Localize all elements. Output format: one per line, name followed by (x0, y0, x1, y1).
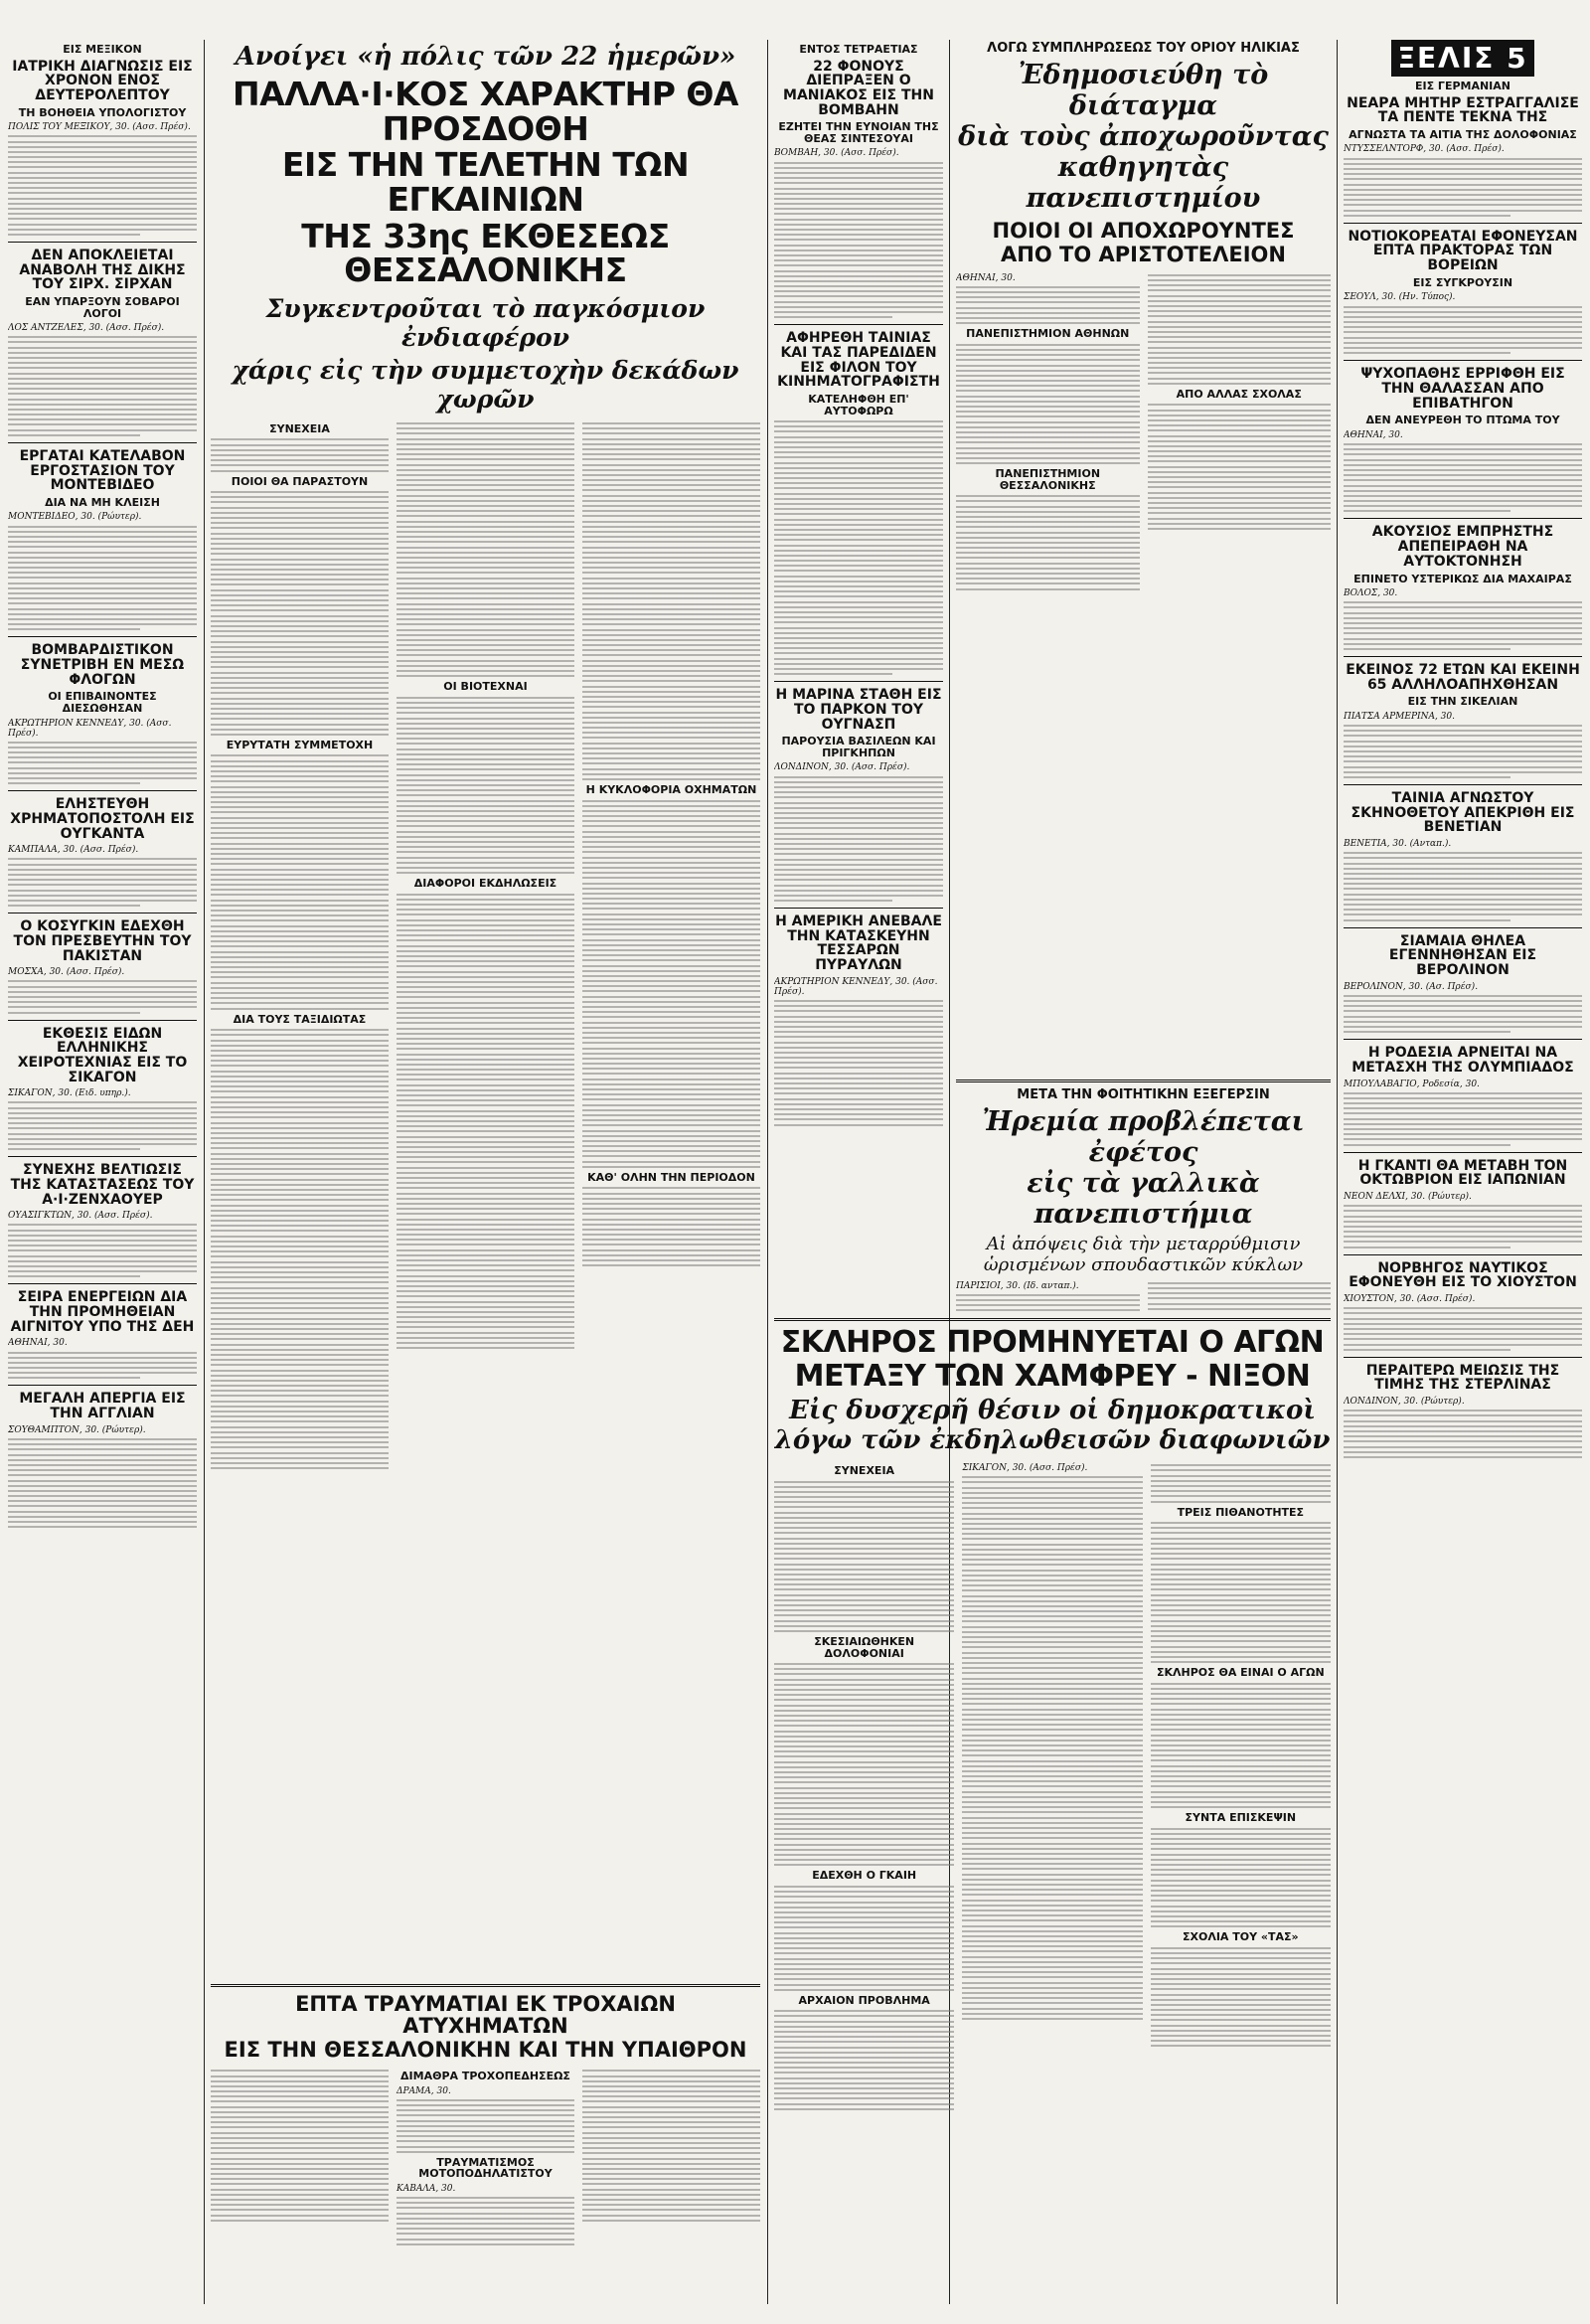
article-body (774, 162, 943, 319)
article-subhead: ΕΑΝ ΥΠΑΡΞΟΥΝ ΣΟΒΑΡΟΙ ΛΟΓΟΙ (25, 294, 180, 320)
accidents-headline: ΕΠΤΑ ΤΡΑΥΜΑΤΙΑΙ ΕΚ ΤΡΟΧΑΙΩΝ ΑΤΥΧΗΜΑΤΩΝ (295, 1992, 676, 2039)
section-subhead: ΑΠΟ ΑΛΛΑΣ ΣΧΟΛΑΣ (1176, 387, 1302, 401)
article-headline: ΕΡΓΑΤΑΙ ΚΑΤΕΛΑΒΟΝ ΕΡΓΟΣΤΑΣΙΟΝ ΤΟΥ ΜΟΝΤΕΒΙΔΕΟ (19, 447, 186, 494)
section-subhead: ΔΙΜΑΘΡΑ ΤΡΟΧΟΠΕΔΗΣΕΩΣ (400, 2070, 570, 2083)
article-dateline: ΛΟΝΔΙΝΟΝ, 30. (Ρώυτερ). (1344, 1397, 1465, 1408)
decree-subhead: ΠΟΙΟΙ ΟΙ ΑΠΟΧΩΡΟΥΝΤΕΣ (992, 218, 1295, 243)
universities-kicker: ΜΕΤΑ ΤΗΝ ΦΟΙΤΗΤΙΚΗΝ ΕΞΕΓΕΡΣΙΝ (1017, 1087, 1270, 1102)
article-headline: ΕΚΘΕΣΙΣ ΕΙΔΩΝ ΕΛΛΗΝΙΚΗΣ ΧΕΙΡΟΤΕΧΝΙΑΣ ΕΙΣ ΤΟ ΣΙΚΑΓΟΝ (17, 1025, 188, 1085)
article-dateline: ΠΟΛΙΣ ΤΟΥ ΜΕΞΙΚΟΥ, 30. (Ασσ. Πρέσ). (8, 122, 191, 133)
article-headline: ΙΑΤΡΙΚΗ ΔΙΑΓΝΩΣΙΣ ΕΙΣ ΧΡΟΝΟΝ ΕΝΟΣ ΔΕΥΤΕΡΟΛΕΠΤΟΥ (12, 58, 193, 103)
article-subhead: ΔΙΑ ΝΑ ΜΗ ΚΛΕΙΣΗ (45, 495, 160, 509)
universities-subhead: ὡρισμένων σπουδαστικῶν κύκλων (983, 1253, 1304, 1275)
universities-headline: Ἠρεμία προβλέπεται ἐφέτος (982, 1105, 1305, 1168)
article-dateline: ΒΟΜΒΑΗ, 30. (Ασσ. Πρέσ). (774, 148, 899, 159)
center-subcolumn (397, 419, 574, 2129)
article-body (8, 980, 197, 1013)
article-dateline: ΚΑΜΠΑΛΑ, 30. (Ασσ. Πρέσ). (8, 845, 139, 856)
article-body (8, 135, 197, 236)
article-subhead: ΕΖΗΤΕΙ ΤΗΝ ΕΥΝΟΙΑΝ ΤΗΣ ΘΕΑΣ ΣΙΝΤΕΣΟΥΑΙ (778, 120, 939, 145)
election-headline: ΣΚΛΗΡΟΣ ΠΡΟΜΗΝΥΕΤΑΙ Ο ΑΓΩΝ (780, 1325, 1325, 1360)
article-dateline: ΛΟΝΔΙΝΟΝ, 30. (Ασσ. Πρέσ). (774, 762, 910, 773)
article-dateline: ΝΕΟΝ ΔΕΛΧΙ, 30. (Ρώυτερ). (1344, 1191, 1472, 1202)
column-rule (1337, 40, 1338, 2304)
section-subhead: ΣΚΛΗΡΟΣ ΘΑ ΕΙΝΑΙ Ο ΑΓΩΝ (1156, 1666, 1325, 1680)
article-body (8, 1352, 197, 1380)
election-subhead: Εἰς δυσχερῆ θέσιν οἱ δημοκρατικοὶ (789, 1396, 1316, 1425)
article-subhead: ΑΓΝΩΣΤΑ ΤΑ ΑΙΤΙΑ ΤΗΣ ΔΟΛΟΦΟΝΙΑΣ (1349, 127, 1577, 141)
article-headline: ΨΥΧΟΠΑΘΗΣ ΕΡΡΙΦΘΗ ΕΙΣ ΤΗΝ ΘΑΛΑΣΣΑΝ ΑΠΟ ΕΠΙΒΑΤΗΓΟΝ (1360, 366, 1565, 412)
section-subhead: ΠΟΙΟΙ ΘΑ ΠΑΡΑΣΤΟΥΝ (231, 474, 369, 488)
article-dateline: ΒΕΡΟΛΙΝΟΝ, 30. (Ασ. Πρέσ). (1344, 981, 1479, 992)
decree-headline: Ἐδημοσιεύθη τὸ διάταγμα (1018, 59, 1269, 121)
article-headline: Η ΓΚΑΝΤΙ ΘΑ ΜΕΤΑΒΗ ΤΟΝ ΟΚΤΩΒΡΙΟΝ ΕΙΣ ΙΑΠΩΝΙΑΝ (1357, 1157, 1568, 1189)
article-headline: ΜΕΓΑΛΗ ΑΠΕΡΓΙΑ ΕΙΣ ΤΗΝ ΑΓΓΛΙΑΝ (19, 1391, 186, 1422)
article-body (8, 1438, 197, 1528)
article-headline: Ο ΚΟΣΥΓΚΙΝ ΕΔΕΧΘΗ ΤΟΝ ΠΡΕΣΒΕΥΤΗΝ ΤΟΥ ΠΑΚΙΣΤΑΝ (13, 918, 192, 964)
article-headline: ΑΦΗΡΕΘΗ ΤΑΙΝΙΑΣ ΚΑΙ ΤΑΣ ΠΑΡΕΔΙΔΕΝ ΕΙΣ ΦΙΛΟΝ ΤΟΥ ΚΙΝΗΜΑΤΟΓΡΑΦΙΣΤΗ (777, 330, 940, 391)
column-rule (767, 40, 768, 2304)
section-subhead: Η ΚΥΚΛΟΦΟΡΙΑ ΟΧΗΜΑΤΩΝ (585, 782, 757, 796)
election-subhead: λόγω τῶν ἐκδηλωθεισῶν διαφωνιῶν (774, 1425, 1331, 1455)
accidents-headline: ΕΙΣ ΤΗΝ ΘΕΣΣΑΛΟΝΙΚΗΝ ΚΑΙ ΤΗΝ ΥΠΑΙΘΡΟΝ (224, 2038, 747, 2063)
article-dateline: ΑΘΗΝΑΙ, 30. (1344, 429, 1403, 440)
left-column (8, 40, 197, 2304)
article-body (774, 776, 943, 903)
section-subhead: ΕΥΡΥΤΑΤΗ ΣΥΜΜΕΤΟΧΗ (226, 738, 374, 751)
article-headline: Η ΜΑΡΙΝΑ ΣΤΑΘΗ ΕΙΣ ΤΟ ΠΑΡΚΟΝ ΤΟΥ ΟΥΓΝΑΣΠ (775, 687, 942, 733)
article-headline: ΣΕΙΡΑ ΕΝΕΡΓΕΙΩΝ ΔΙΑ ΤΗΝ ΠΡΟΜΗΘΕΙΑΝ ΑΙΓΝΙΤΟΥ ΥΠΟ ΤΗΣ ΔΕΗ (10, 1289, 195, 1335)
article-dateline: ΝΤΥΣΣΕΛΝΤΟΡΦ, 30. (Ασσ. Πρέσ). (1344, 144, 1505, 155)
article-dateline: ΣΙΚΑΓΟΝ, 30. (Ειδ. υπηρ.). (8, 1088, 131, 1099)
article-dateline: ΠΙΑΤΣΑ ΑΡΜΕΡΙΝΑ, 30. (1344, 711, 1455, 722)
center-headline: ΤΗΣ 33ης ΕΚΘΕΣΕΩΣ ΘΕΣΣΑΛΟΝΙΚΗΣ (301, 216, 670, 290)
decree-headline: διὰ τοὺς ἀποχωροῦντας (958, 120, 1329, 152)
universities-headline: εἰς τὰ γαλλικὰ πανεπιστήμια (1027, 1167, 1260, 1230)
article-dateline: ΣΙΚΑΓΟΝ, 30. (Ασσ. Πρέσ). (962, 1463, 1088, 1473)
section-subhead: ΤΡΑΥΜΑΤΙΣΜΟΣ ΜΟΤΟΠΟΔΗΛΑΤΙΣΤΟΥ (418, 2155, 553, 2181)
right-column (1344, 40, 1582, 2304)
section-subhead: ΣΚΕΣΙΑΙΩΘΗΚΕΝ ΔΟΛΟΦΟΝΙΑΙ (814, 1634, 915, 1660)
center-subhead: χάρις εἰς τὴν συμμετοχὴν δεκάδων χωρῶν (232, 355, 739, 414)
article-headline: 22 ΦΟΝΟΥΣ ΔΙΕΠΡΑΞΕΝ Ο ΜΑΝΙΑΚΟΣ ΕΙΣ ΤΗΝ ΒΟΜΒΑΗΝ (783, 58, 934, 118)
decree-article (956, 40, 1331, 1072)
center-subcolumn (582, 419, 760, 2129)
section-subhead: ΟΙ ΒΙΟΤΕΧΝΑΙ (443, 680, 528, 694)
section-subhead: ΑΡΧΑΙΟΝ ΠΡΟΒΛΗΜΑ (798, 1993, 930, 2007)
article-dateline: ΜΟΝΤΕΒΙΔΕΟ, 30. (Ρώυτερ). (8, 512, 142, 523)
section-subhead: ΚΑΘ' ΟΛΗΝ ΤΗΝ ΠΕΡΙΟΔΟΝ (587, 1170, 755, 1184)
article-dateline: ΣΕΟΥΛ, 30. (Ην. Τύπος). (1344, 292, 1456, 303)
article-body (8, 526, 197, 631)
mid-column (774, 40, 943, 1300)
article-dateline: ΠΑΡΙΣΙΟΙ, 30. (Ιδ. ανταπ.). (956, 1280, 1079, 1291)
article-subhead: ΤΗ ΒΟΗΘΕΙΑ ΥΠΟΛΟΓΙΣΤΟΥ (18, 105, 187, 119)
center-column (211, 40, 760, 2304)
continued-label: ΣΥΝΕΧΕΙΑ (834, 1464, 895, 1477)
article-headline: ΣΥΝΕΧΗΣ ΒΕΛΤΙΩΣΙΣ ΤΗΣ ΚΑΤΑΣΤΑΣΕΩΣ ΤΟΥ Α·Ι·ΖΕΝΧΑΟΥΕΡ (10, 1162, 195, 1208)
article-subhead: ΠΑΡΟΥΣΙΑ ΒΑΣΙΛΕΩΝ ΚΑΙ ΠΡΙΓΚΗΠΩΝ (781, 735, 936, 759)
section-subhead: ΔΙΑ ΤΟΥΣ ΤΑΞΙΔΙΩΤΑΣ (233, 1012, 367, 1026)
section-subhead: ΣΥΝΤΑ ΕΠΙΣΚΕΨΙΝ (1185, 1811, 1297, 1825)
article-subhead: ΚΑΤΕΛΗΦΘΗ ΕΠ' ΑΥΤΟΦΩΡΩ (808, 392, 909, 417)
article-body (8, 1224, 197, 1277)
article-headline: ΝΟΤΙΟΚΟΡΕΑΤΑΙ ΕΦΟΝΕΥΣΑΝ ΕΠΤΑ ΠΡΑΚΤΟΡΑΣ ΤΩΝ ΒΟΡΕΙΩΝ (1348, 228, 1578, 274)
section-subhead: ΤΡΕΙΣ ΠΙΘΑΝΟΤΗΤΕΣ (1177, 1505, 1305, 1519)
article-body (774, 1000, 943, 1126)
center-subcolumn (211, 419, 389, 2129)
universities-article (956, 1074, 1331, 1312)
article-headline: ΝΟΡΒΗΓΟΣ ΝΑΥΤΙΚΟΣ ΕΦΟΝΕΥΘΗ ΕΙΣ ΤΟ ΧΙΟΥΣΤΟΝ (1349, 1259, 1577, 1291)
article-headline: ΑΚΟΥΣΙΟΣ ΕΜΠΡΗΣΤΗΣ ΑΠΕΠΕΙΡΑΘΗ ΝΑ ΑΥΤΟΚΤΟΝΗΣΗ (1371, 524, 1554, 570)
article-body (8, 336, 197, 436)
article-headline: ΕΚΕΙΝΟΣ 72 ΕΤΩΝ ΚΑΙ ΕΚΕΙΝΗ 65 ΑΛΛΗΛΟΑΠΗΧΘΗΣΑΝ (1346, 661, 1580, 693)
article-body (8, 858, 197, 907)
article-dateline: ΒΕΝΕΤΙΑ, 30. (Ανταπ.). (1344, 838, 1452, 849)
article-dateline: ΔΡΑΜΑ, 30. (397, 2085, 451, 2096)
section-subhead: ΔΙΑΦΟΡΟΙ ΕΚΔΗΛΩΣΕΙΣ (413, 877, 557, 891)
section-subhead: ΠΑΝΕΠΙΣΤΗΜΙΟΝ ΑΘΗΝΩΝ (966, 327, 1130, 341)
article-headline: ΕΛΗΣΤΕΥΘΗ ΧΡΗΜΑΤΟΠΟΣΤΟΛΗ ΕΙΣ ΟΥΓΚΑΝΤΑ (10, 796, 195, 842)
election-article (774, 1312, 1331, 2306)
article-kicker: ΕΝΤΟΣ ΤΕΤΡΑΕΤΙΑΣ (799, 43, 918, 56)
article-subhead: ΕΙΣ ΣΥΓΚΡΟΥΣΙΝ (1412, 275, 1513, 289)
article-body (8, 1101, 197, 1150)
article-headline: ΠΕΡΑΙΤΕΡΩ ΜΕΙΩΣΙΣ ΤΗΣ ΤΙΜΗΣ ΤΗΣ ΣΤΕΡΛΙΝΑΣ (1365, 1362, 1560, 1394)
article-headline: ΣΙΑΜΑΙΑ ΘΗΛΕΑ ΕΓΕΝΝΗΘΗΣΑΝ ΕΙΣ ΒΕΡΟΛΙΝΟΝ (1388, 932, 1537, 978)
article-headline: ΔΕΝ ΑΠΟΚΛΕΙΕΤΑΙ ΑΝΑΒΟΛΗ ΤΗΣ ΔΙΚΗΣ ΤΟΥ ΣΙΡΧ. ΣΙΡΧΑΝ (19, 247, 186, 293)
decree-headline: καθηγητὰς πανεπιστημίου (1026, 151, 1261, 214)
article-headline: Η ΡΟΔΕΣΙΑ ΑΡΝΕΙΤΑΙ ΝΑ ΜΕΤΑΣΧΗ ΤΗΣ ΟΛΥΜΠΙΑΔΟΣ (1352, 1045, 1574, 1076)
article-dateline: ΑΘΗΝΑΙ, 30. (8, 1338, 68, 1349)
center-headline: ΠΑΛΛΑ·Ι·ΚΟΣ ΧΑΡΑΚΤΗΡ ΘΑ ΠΡΟΣΔΟΘΗ (233, 75, 738, 148)
article-dateline: ΜΠΟΥΛΑΒΑΓΙΟ, Ροδεσία, 30. (1344, 1079, 1480, 1089)
universities-subhead: Αἱ ἀπόψεις διὰ τὴν μεταρρύθμισιν (986, 1233, 1301, 1254)
article-body (8, 742, 197, 785)
section-subhead: ΠΑΝΕΠΙΣΤΗΜΙΟΝ ΘΕΣΣΑΛΟΝΙΚΗΣ (995, 467, 1101, 492)
article-subhead: ΕΠΙΝΕΤΟ ΥΣΤΕΡΙΚΩΣ ΔΙΑ ΜΑΧΑΙΡΑΣ (1353, 572, 1572, 585)
article-dateline: ΜΟΣΧΑ, 30. (Ασσ. Πρέσ). (8, 967, 125, 978)
continued-label: ΣΥΝΕΧΕΙΑ (269, 421, 330, 435)
article-dateline: ΑΘΗΝΑΙ, 30. (956, 272, 1016, 283)
page-number-logo: ΞΕΛΙΣ 5 (1391, 40, 1533, 77)
article-dateline: ΧΙΟΥΣΤΟΝ, 30. (Ασσ. Πρέσ). (1344, 1294, 1476, 1305)
article-kicker: ΕΙΣ ΓΕΡΜΑΝΙΑΝ (1414, 80, 1510, 92)
center-headline: ΕΙΣ ΤΗΝ ΤΕΛΕΤΗΝ ΤΩΝ ΕΓΚΑΙΝΙΩΝ (281, 145, 690, 219)
article-headline: ΒΟΜΒΑΡΔΙΣΤΙΚΟΝ ΣΥΝΕΤΡΙΒΗ ΕΝ ΜΕΣΩ ΦΛΟΓΩΝ (20, 642, 185, 688)
article-dateline: ΑΚΡΩΤΗΡΙΟΝ ΚΕΝΝΕΔΥ, 30. (Ασσ. Πρέσ). (774, 976, 938, 997)
column-rule (204, 40, 205, 2304)
article-dateline: ΛΟΣ ΑΝΤΖΕΛΕΣ, 30. (Ασσ. Πρέσ). (8, 323, 165, 334)
decree-subhead: ΑΠΟ ΤΟ ΑΡΙΣΤΟΤΕΛΕΙΟΝ (1001, 242, 1286, 266)
article-dateline: ΚΑΒΑΛΑ, 30. (397, 2183, 456, 2194)
section-subhead: ΣΧΟΛΙΑ ΤΟΥ «ΤΑΣ» (1182, 1930, 1299, 1944)
article-body (774, 420, 943, 675)
article-headline: ΤΑΙΝΙΑ ΑΓΝΩΣΤΟΥ ΣΚΗΝΟΘΕΤΟΥ ΑΠΕΚΡΙΘΗ ΕΙΣ ΒΕΝΕΤΙΑΝ (1351, 789, 1575, 836)
article-kicker: ΕΙΣ ΜΕΞΙΚΟΝ (63, 43, 142, 56)
article-dateline: ΑΚΡΩΤΗΡΙΟΝ ΚΕΝΝΕΔΥ, 30. (Ασσ. Πρέσ). (8, 718, 172, 739)
center-subhead: Συγκεντροῦται τὸ παγκόσμιον ἐνδιαφέρον (265, 293, 706, 352)
article-subhead: ΟΙ ΕΠΙΒΑΙΝΟΝΤΕΣ ΔΙΕΣΩΘΗΣΑΝ (48, 690, 157, 715)
article-dateline: ΟΥΑΣΙΓΚΤΩΝ, 30. (Ασσ. Πρέσ). (8, 1211, 153, 1222)
decree-kicker: ΛΟΓΩ ΣΥΜΠΛΗΡΩΣΕΩΣ ΤΟΥ ΟΡΙΟΥ ΗΛΙΚΙΑΣ (987, 41, 1300, 56)
article-headline: Η ΑΜΕΡΙΚΗ ΑΝΕΒΑΛΕ ΤΗΝ ΚΑΤΑΣΚΕΥΗΝ ΤΕΣΣΑΡΩΝ ΠΥΡΑΥΛΩΝ (775, 913, 942, 974)
article-headline: ΝΕΑΡΑ ΜΗΤΗΡ ΕΣΤΡΑΓΓΑΛΙΣΕ ΤΑ ΠΕΝΤΕ ΤΕΚΝΑ ΤΗΣ (1347, 94, 1579, 126)
article-dateline: ΒΟΛΟΣ, 30. (1344, 588, 1398, 599)
section-subhead: ΕΔΕΧΘΗ Ο ΓΚΑΙΗ (812, 1869, 917, 1883)
election-headline: ΜΕΤΑΞΥ ΤΩΝ ΧΑΜΦΡΕΥ - ΝΙΞΟΝ (794, 1358, 1311, 1394)
center-body (211, 419, 760, 2129)
article-subhead: ΔΕΝ ΑΝΕΥΡΕΘΗ ΤΟ ΠΤΩΜΑ ΤΟΥ (1365, 414, 1560, 427)
center-kicker: Ανοίγει «ἡ πόλις τῶν 22 ἡμερῶν» (235, 42, 736, 72)
article-dateline: ΣΟΥΘΑΜΠΤΟΝ, 30. (Ρώυτερ). (8, 1424, 146, 1435)
article-subhead: ΕΙΣ ΤΗΝ ΣΙΚΕΛΙΑΝ (1407, 695, 1518, 709)
accidents-article (211, 1978, 760, 2306)
